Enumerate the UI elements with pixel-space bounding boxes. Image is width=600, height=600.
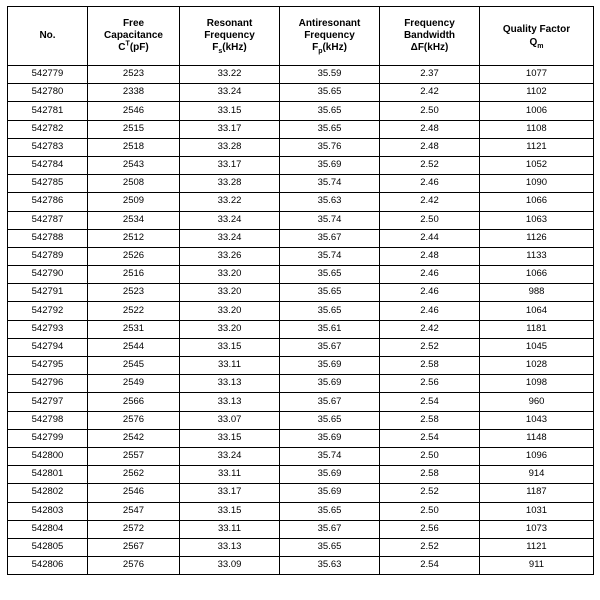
- cell-no: 542784: [8, 156, 88, 174]
- cell-value: 2.50: [380, 102, 480, 120]
- cell-value: 2.50: [380, 447, 480, 465]
- cell-value: 35.67: [280, 520, 380, 538]
- cell-value: 2.46: [380, 175, 480, 193]
- cell-value: 35.74: [280, 175, 380, 193]
- column-header-line1: Resonant: [206, 18, 253, 30]
- cell-value: 1045: [480, 338, 594, 356]
- cell-value: 35.67: [280, 229, 380, 247]
- column-header-line1: Free: [122, 18, 145, 30]
- table-row: [8, 338, 594, 356]
- cell-value: 1073: [480, 520, 594, 538]
- cell-value: 2567: [88, 538, 180, 556]
- cell-value: 35.59: [280, 66, 380, 84]
- cell-no: 542799: [8, 429, 88, 447]
- cell-value: 33.11: [180, 357, 280, 375]
- cell-value: 33.17: [180, 156, 280, 174]
- cell-value: 35.67: [280, 393, 380, 411]
- column-header-line2: Frequency: [204, 29, 255, 41]
- cell-value: 33.07: [180, 411, 280, 429]
- cell-value: 33.17: [180, 484, 280, 502]
- column-header-0: [8, 7, 88, 66]
- cell-value: 33.24: [180, 84, 280, 102]
- table-row: [8, 320, 594, 338]
- cell-value: 33.24: [180, 211, 280, 229]
- cell-value: 1064: [480, 302, 594, 320]
- measurements-table: [7, 6, 594, 575]
- cell-value: 35.69: [280, 466, 380, 484]
- cell-value: 2543: [88, 156, 180, 174]
- column-header-line2: Bandwidth: [403, 29, 456, 41]
- cell-value: 1121: [480, 538, 594, 556]
- table-row: [8, 447, 594, 465]
- table-row: [8, 229, 594, 247]
- table-header: [8, 7, 594, 66]
- cell-value: 1006: [480, 102, 594, 120]
- cell-value: 2.48: [380, 247, 480, 265]
- cell-value: 35.69: [280, 484, 380, 502]
- cell-value: 1028: [480, 357, 594, 375]
- cell-value: 2.48: [380, 138, 480, 156]
- table-row: [8, 120, 594, 138]
- cell-value: 2549: [88, 375, 180, 393]
- table-row: [8, 211, 594, 229]
- table-row: [8, 538, 594, 556]
- cell-value: 2.44: [380, 229, 480, 247]
- column-header-line2: Frequency: [304, 29, 355, 41]
- cell-value: 1148: [480, 429, 594, 447]
- cell-no: 542800: [8, 447, 88, 465]
- cell-no: 542796: [8, 375, 88, 393]
- cell-value: 33.22: [180, 193, 280, 211]
- cell-value: 2.52: [380, 338, 480, 356]
- cell-value: 1102: [480, 84, 594, 102]
- cell-value: 1121: [480, 138, 594, 156]
- cell-value: 35.69: [280, 375, 380, 393]
- cell-value: 2338: [88, 84, 180, 102]
- cell-no: 542804: [8, 520, 88, 538]
- cell-value: 2534: [88, 211, 180, 229]
- cell-value: 2557: [88, 447, 180, 465]
- cell-no: 542793: [8, 320, 88, 338]
- cell-value: 35.63: [280, 193, 380, 211]
- cell-value: 35.67: [280, 338, 380, 356]
- table-row: [8, 502, 594, 520]
- table-row: [8, 375, 594, 393]
- cell-value: 2526: [88, 247, 180, 265]
- cell-value: 33.20: [180, 284, 280, 302]
- column-header-symbol: $F_p(kHz)$: [312, 42, 347, 56]
- cell-no: 542792: [8, 302, 88, 320]
- cell-value: 2.46: [380, 266, 480, 284]
- cell-no: 542806: [8, 557, 88, 575]
- table-row: [8, 411, 594, 429]
- cell-value: 33.13: [180, 393, 280, 411]
- table-header-row: [8, 7, 594, 66]
- cell-value: 2572: [88, 520, 180, 538]
- cell-value: 33.15: [180, 502, 280, 520]
- cell-value: 35.65: [280, 302, 380, 320]
- cell-value: 2.46: [380, 302, 480, 320]
- cell-value: 33.15: [180, 338, 280, 356]
- cell-value: 33.20: [180, 320, 280, 338]
- column-header-line1: Quality Factor: [502, 24, 571, 35]
- cell-value: 2516: [88, 266, 180, 284]
- cell-value: 2542: [88, 429, 180, 447]
- cell-value: 33.20: [180, 302, 280, 320]
- cell-value: 2.54: [380, 429, 480, 447]
- cell-value: 2576: [88, 411, 180, 429]
- cell-value: 2.42: [380, 320, 480, 338]
- table-row: [8, 193, 594, 211]
- cell-no: 542787: [8, 211, 88, 229]
- cell-value: 35.65: [280, 84, 380, 102]
- cell-value: 35.65: [280, 538, 380, 556]
- table-row: [8, 466, 594, 484]
- cell-value: 35.74: [280, 247, 380, 265]
- cell-value: 1181: [480, 320, 594, 338]
- table-row: [8, 429, 594, 447]
- column-header-symbol: $F_s(kHz)$: [212, 42, 247, 56]
- cell-value: 33.15: [180, 429, 280, 447]
- cell-value: 35.65: [280, 284, 380, 302]
- table-row: [8, 138, 594, 156]
- table-row: [8, 520, 594, 538]
- cell-no: 542798: [8, 411, 88, 429]
- table-row: [8, 357, 594, 375]
- cell-value: 2523: [88, 284, 180, 302]
- column-header-symbol: $C^T(pF)$: [118, 40, 149, 54]
- cell-value: 1126: [480, 229, 594, 247]
- cell-value: 2512: [88, 229, 180, 247]
- cell-value: 1108: [480, 120, 594, 138]
- table-row: [8, 302, 594, 320]
- cell-value: 2.50: [380, 502, 480, 520]
- cell-no: 542782: [8, 120, 88, 138]
- cell-no: 542779: [8, 66, 88, 84]
- cell-value: 33.17: [180, 120, 280, 138]
- cell-value: 2531: [88, 320, 180, 338]
- column-header-symbol: ΔF(kHz): [410, 42, 449, 54]
- cell-value: 2.52: [380, 538, 480, 556]
- table-row: [8, 102, 594, 120]
- cell-no: 542795: [8, 357, 88, 375]
- cell-no: 542803: [8, 502, 88, 520]
- column-header-line1: Frequency: [404, 18, 455, 30]
- table-body: [8, 66, 594, 575]
- table-row: [8, 247, 594, 265]
- cell-value: 2.50: [380, 211, 480, 229]
- cell-value: 35.65: [280, 411, 380, 429]
- cell-value: 33.13: [180, 375, 280, 393]
- cell-no: 542802: [8, 484, 88, 502]
- cell-value: 2545: [88, 357, 180, 375]
- column-header-2: [180, 7, 280, 66]
- cell-value: 1098: [480, 375, 594, 393]
- cell-no: 542794: [8, 338, 88, 356]
- cell-no: 542805: [8, 538, 88, 556]
- cell-value: 2.58: [380, 411, 480, 429]
- cell-value: 33.24: [180, 447, 280, 465]
- table-row: [8, 393, 594, 411]
- cell-value: 2522: [88, 302, 180, 320]
- cell-no: 542789: [8, 247, 88, 265]
- cell-value: 960: [480, 393, 594, 411]
- cell-no: 542797: [8, 393, 88, 411]
- cell-value: 35.63: [280, 557, 380, 575]
- cell-value: 2.52: [380, 484, 480, 502]
- cell-value: 2.42: [380, 84, 480, 102]
- column-header-1: [88, 7, 180, 66]
- column-header-line2: Capacitance: [104, 29, 163, 41]
- table-row: [8, 557, 594, 575]
- column-header-symbol: $Q_m$: [529, 36, 544, 50]
- cell-value: 35.61: [280, 320, 380, 338]
- cell-value: 35.74: [280, 447, 380, 465]
- cell-value: 35.74: [280, 211, 380, 229]
- column-header-3: [280, 7, 380, 66]
- cell-value: 2.54: [380, 557, 480, 575]
- cell-value: 2576: [88, 557, 180, 575]
- cell-value: 35.76: [280, 138, 380, 156]
- cell-value: 1031: [480, 502, 594, 520]
- cell-value: 1187: [480, 484, 594, 502]
- table-row: [8, 66, 594, 84]
- table-row: [8, 175, 594, 193]
- table-row: [8, 266, 594, 284]
- cell-value: 2.56: [380, 520, 480, 538]
- cell-value: 35.69: [280, 357, 380, 375]
- table-row: [8, 156, 594, 174]
- cell-value: 2562: [88, 466, 180, 484]
- cell-value: 1052: [480, 156, 594, 174]
- cell-value: 35.65: [280, 120, 380, 138]
- cell-value: 2.52: [380, 156, 480, 174]
- cell-value: 33.15: [180, 102, 280, 120]
- cell-value: 2.37: [380, 66, 480, 84]
- cell-value: 2.56: [380, 375, 480, 393]
- cell-value: 2.48: [380, 120, 480, 138]
- cell-no: 542781: [8, 102, 88, 120]
- cell-value: 33.13: [180, 538, 280, 556]
- cell-value: 2.58: [380, 357, 480, 375]
- cell-value: 1066: [480, 193, 594, 211]
- cell-value: 1096: [480, 447, 594, 465]
- cell-value: 2508: [88, 175, 180, 193]
- cell-value: 35.65: [280, 102, 380, 120]
- cell-value: 2518: [88, 138, 180, 156]
- cell-value: 35.65: [280, 266, 380, 284]
- cell-value: 33.24: [180, 229, 280, 247]
- cell-value: 2515: [88, 120, 180, 138]
- cell-value: 2546: [88, 102, 180, 120]
- cell-value: 2547: [88, 502, 180, 520]
- cell-value: 35.65: [280, 502, 380, 520]
- cell-value: 33.28: [180, 175, 280, 193]
- cell-value: 33.11: [180, 466, 280, 484]
- cell-value: 2509: [88, 193, 180, 211]
- cell-no: 542790: [8, 266, 88, 284]
- cell-no: 542780: [8, 84, 88, 102]
- cell-no: 542786: [8, 193, 88, 211]
- cell-value: 911: [480, 557, 594, 575]
- cell-no: 542791: [8, 284, 88, 302]
- cell-value: 35.69: [280, 429, 380, 447]
- cell-value: 35.69: [280, 156, 380, 174]
- cell-no: 542801: [8, 466, 88, 484]
- cell-value: 914: [480, 466, 594, 484]
- cell-value: 1066: [480, 266, 594, 284]
- cell-value: 2544: [88, 338, 180, 356]
- column-header-5: [480, 7, 594, 66]
- cell-value: 2566: [88, 393, 180, 411]
- cell-value: 2546: [88, 484, 180, 502]
- cell-no: 542783: [8, 138, 88, 156]
- table-row: [8, 84, 594, 102]
- column-header-4: [380, 7, 480, 66]
- cell-value: 2.46: [380, 284, 480, 302]
- table-row: [8, 484, 594, 502]
- cell-value: 1043: [480, 411, 594, 429]
- cell-value: 2.42: [380, 193, 480, 211]
- cell-value: 988: [480, 284, 594, 302]
- cell-value: 1077: [480, 66, 594, 84]
- cell-value: 2523: [88, 66, 180, 84]
- cell-value: 33.22: [180, 66, 280, 84]
- cell-value: 33.20: [180, 266, 280, 284]
- cell-value: 33.26: [180, 247, 280, 265]
- cell-value: 1133: [480, 247, 594, 265]
- cell-value: 2.58: [380, 466, 480, 484]
- cell-no: 542788: [8, 229, 88, 247]
- cell-value: 33.09: [180, 557, 280, 575]
- cell-value: 1090: [480, 175, 594, 193]
- cell-value: 1063: [480, 211, 594, 229]
- column-header-line1: Antiresonant: [298, 18, 361, 30]
- cell-value: 33.11: [180, 520, 280, 538]
- column-header-line1: No.: [39, 30, 56, 42]
- table-row: [8, 284, 594, 302]
- cell-no: 542785: [8, 175, 88, 193]
- cell-value: 2.54: [380, 393, 480, 411]
- cell-value: 33.28: [180, 138, 280, 156]
